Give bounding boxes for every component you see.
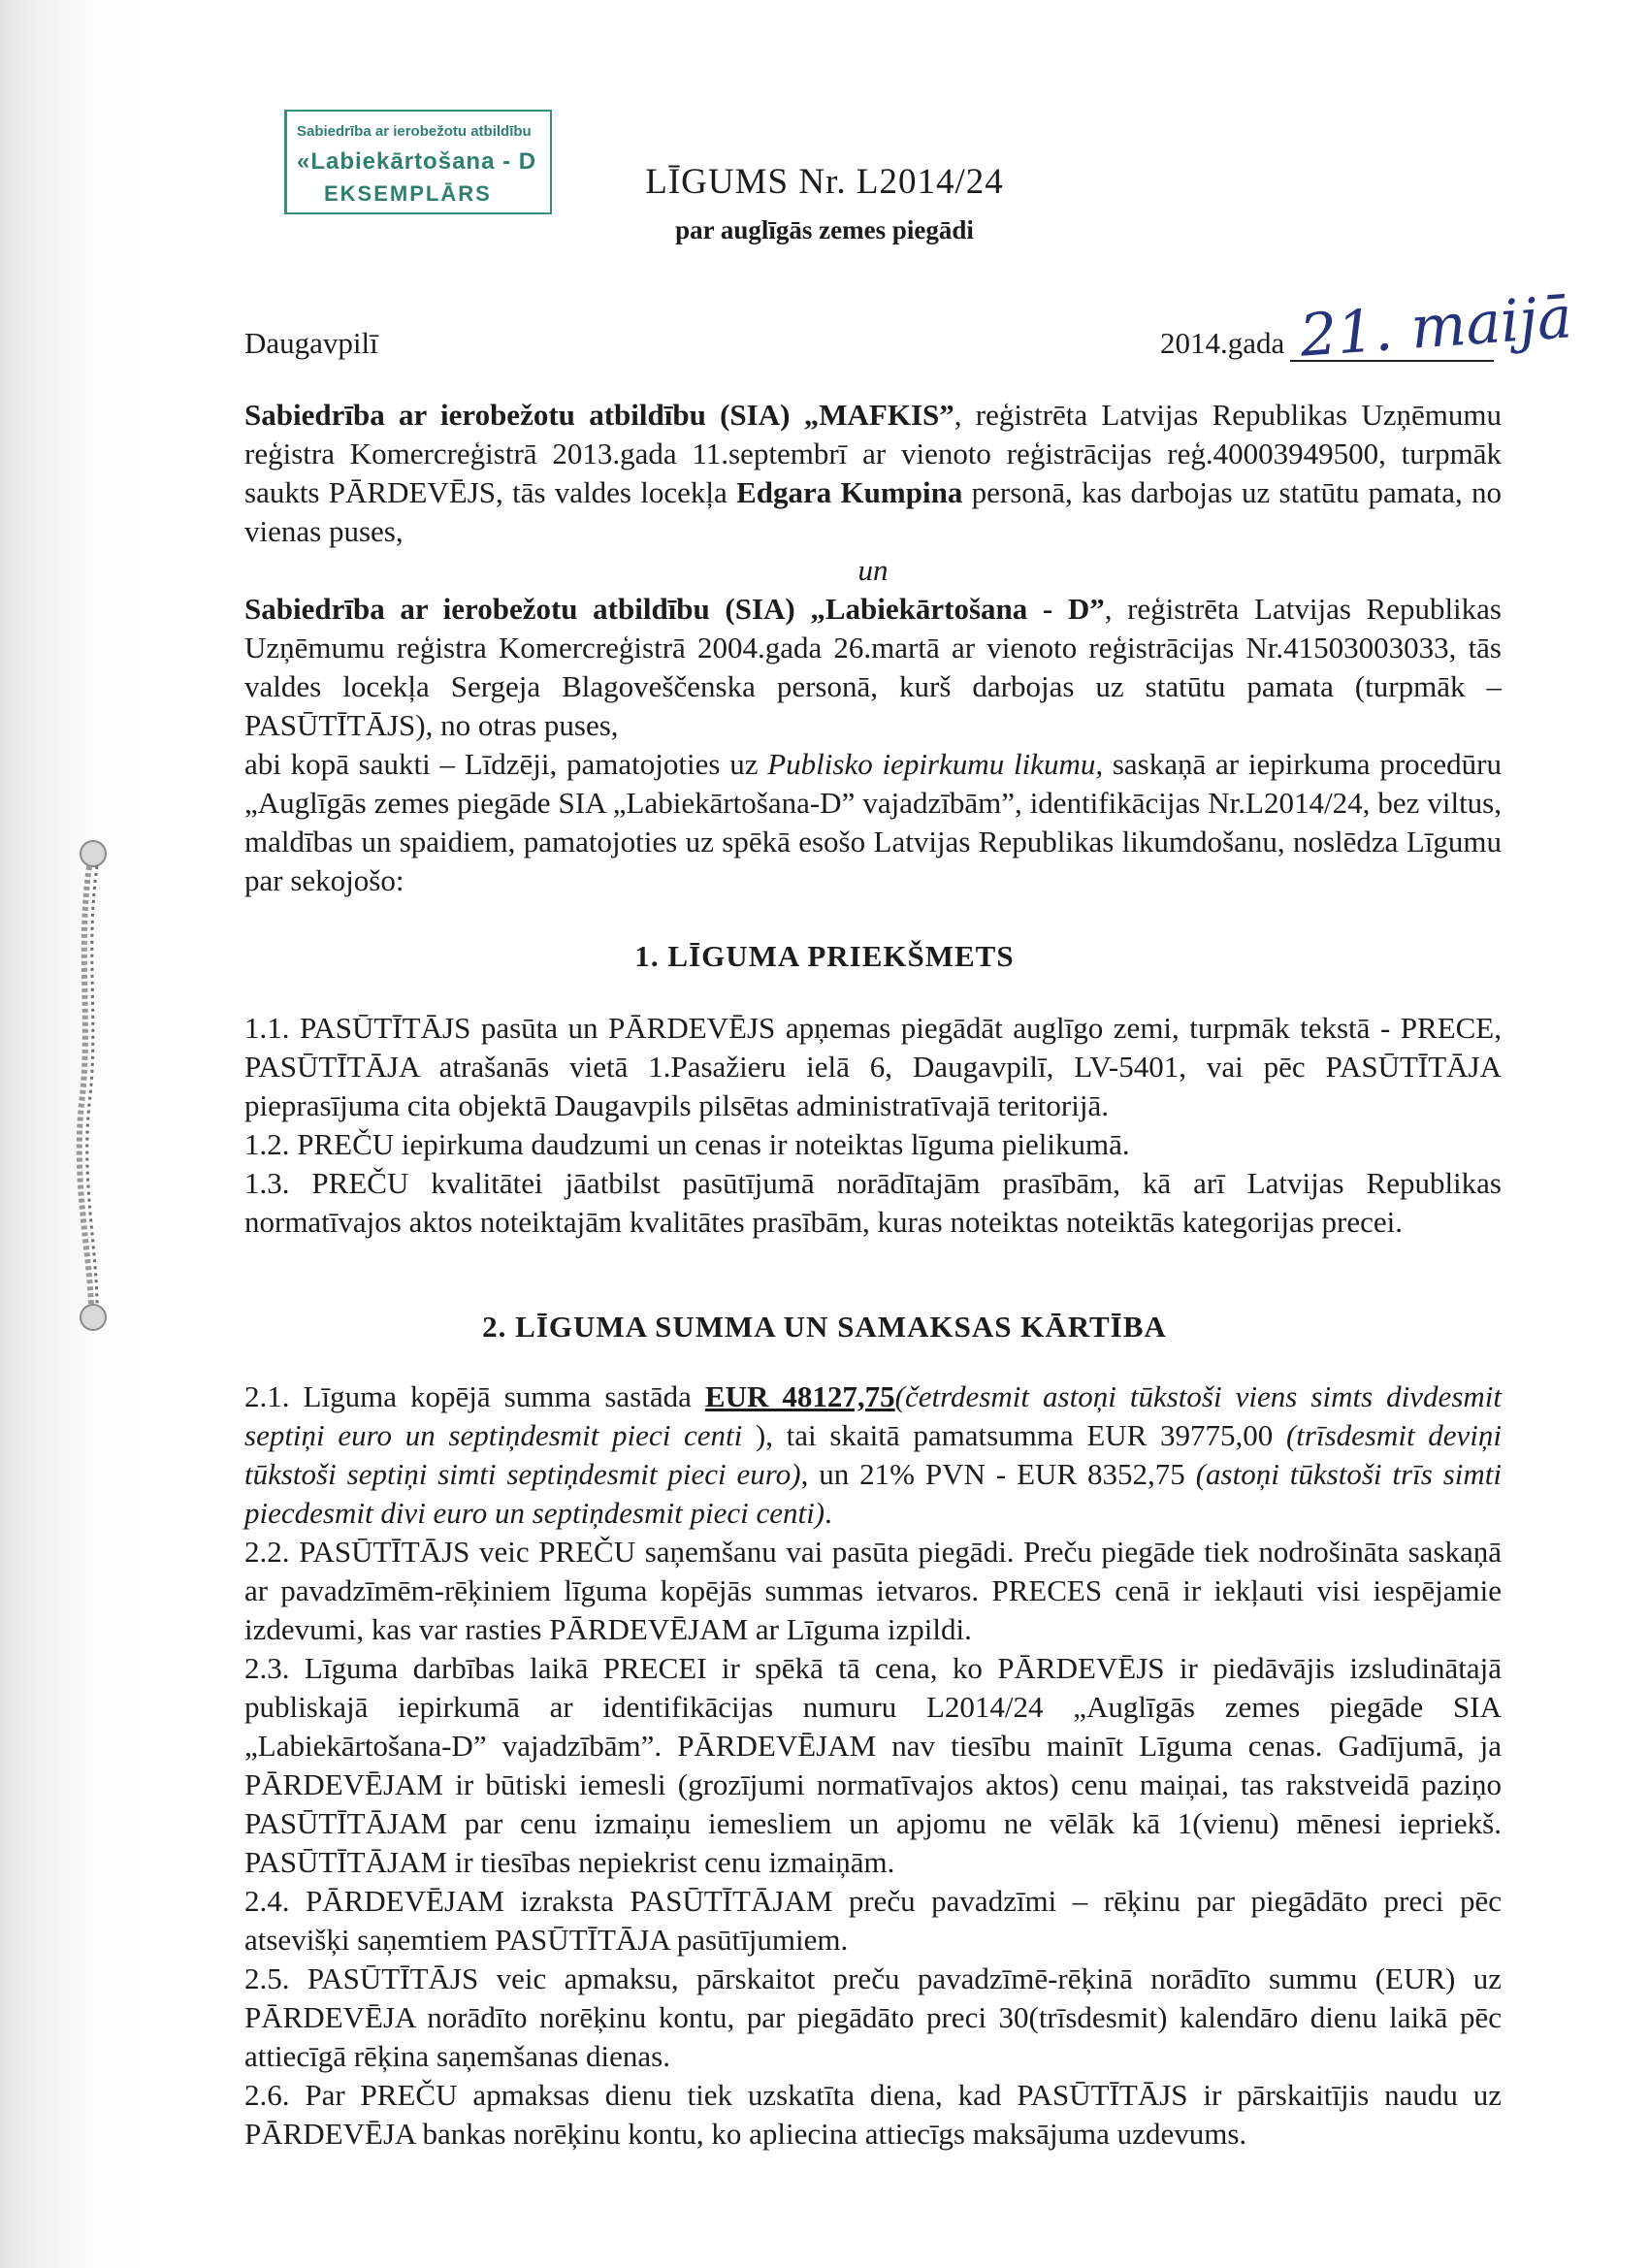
- together-law: Publisko iepirkumu likumu,: [767, 747, 1104, 781]
- party-1-text-b: personā, kas darbojas uz statūtu pamata, no vienas puses,: [244, 475, 1503, 548]
- contract-place: Daugavpilī: [244, 326, 378, 360]
- together-text-b: saskaņā ar iepirkuma procedūru „Auglīgās zemes piegāde SIA „Labiekārtošana-D” vajadzībām”, identifikācijas Nr.L2014/24, bez viltus, maldības un spaidiem, pamatojoties uz spēkā esošo Latvijas Republikas likumdošanu, noslēdza Līgumu par sekojošo:: [244, 747, 1502, 897]
- section-1-body: [244, 1009, 1502, 1242]
- clause-2-2: 2.2. PASŪTĪTĀJS veic PREČU saņemšanu vai pasūta piegādi. Preču piegāde tiek nodrošināta saskaņā ar pavadzīmēm-rēķiniem līguma kopējās summas ietvaros. PRECES cenā ir iekļauti visi iespējamie izdevumi, kas var rasties PĀRDEVĒJAM ar Līguma izpildi.: [244, 1535, 1502, 1646]
- together-paragraph: [244, 745, 1502, 900]
- clause-2-6: 2.6. Par PREČU apmaksas dienu tiek uzskatīta diena, kad PASŪTĪTĀJS ir pārskaitījis naudu uz PĀRDEVĒJA bankas norēķinu kontu, ko apliecina attiecīgs maksājuma uzdevums.: [244, 2078, 1502, 2151]
- total-in-words: (četrdesmit astoņi tūkstoši viens simts divdesmit septiņi euro un septiņdesmit pieci centi: [244, 1379, 1502, 1452]
- contract-date-prefix: 2014.gada: [1160, 326, 1285, 360]
- party-2-name: Sabiedrība ar ierobežotu atbildību (SIA) „Labiekārtošana - D”: [244, 592, 1105, 626]
- parties-block: [244, 396, 1502, 900]
- clause-2-1: [244, 1377, 1502, 1533]
- clause-2-5: 2.5. PASŪTĪTĀJS veic apmaksu, pārskaitot preču pavadzīmē-rēķinā norādīto summu (EUR) uz PĀRDEVĒJA norādīto norēķinu kontu, par piegādāto preci 30(trīsdesmit) kalendāro dienu laikā pēc attiecīgā rēķina saņemšanas dienas.: [244, 1961, 1502, 2073]
- section-2-body: [244, 1377, 1502, 2154]
- clause-2-1-text-a: 2.1. Līguma kopējā summa sastāda: [244, 1379, 705, 1413]
- clause-2-3: 2.3. Līguma darbības laikā PRECEI ir spēkā tā cena, ko PĀRDEVĒJS ir piedāvājis izsludinātajā publiskajā iepirkumā ar identifikācijas numuru L2014/24 „Auglīgās zemes piegāde SIA „Labiekārtošana-D” vajadzībām”. PĀRDEVĒJAM nav tiesību mainīt Līguma cenas. Gadījumā, ja PĀRDEVĒJAM ir būtiski iemesli (grozījumi normatīvajos aktos) cenu maiņai, tas rakstveidā paziņo PASŪTĪTĀJAM par cenu izmaiņu iemesliem un apjomu ne vēlāk kā 1(vienu) mēnesi iepriekš. PASŪTĪTĀJAM ir tiesības nepiekrist cenu izmaiņām.: [244, 1651, 1502, 1879]
- party-1-person: Edgara Kumpina: [736, 475, 963, 509]
- party-1-paragraph: [244, 396, 1502, 551]
- base-in-words: (trīsdesmit deviņi tūkstoši septiņi simti septiņdesmit pieci euro): [244, 1418, 1502, 1491]
- clause-2-1-text-b: ), tai skaitā pamatsumma EUR 39775,00: [742, 1418, 1286, 1452]
- handwritten-date: 21. maijā: [1297, 283, 1574, 371]
- stamp-line-1: Sabiedrība ar ierobežotu atbildību: [297, 123, 532, 140]
- clause-2-1-text-d: .: [824, 1496, 832, 1530]
- vat-in-words: (astoņi tūkstoši trīs simti piecdesmit divi euro un septiņdesmit pieci centi): [244, 1457, 1503, 1530]
- clause-1-3: 1.3. PREČU kvalitātei jāatbilst pasūtījumā norādītajām prasībām, kā arī Latvijas Republikas normatīvajos aktos noteiktajām kvalitātes prasībām, kuras noteiktas noteiktās kategorijas precei.: [244, 1166, 1502, 1239]
- together-text-a: abi kopā saukti – Līdzēji, pamatojoties uz: [244, 747, 768, 781]
- contract-title: LĪGUMS Nr. L2014/24: [645, 162, 1004, 202]
- and-separator: un: [857, 553, 889, 587]
- party-1-name: Sabiedrība ar ierobežotu atbildību (SIA) „MAFKIS”: [244, 398, 954, 432]
- section-1-heading: 1. LĪGUMA PRIEKŠMETS: [634, 939, 1015, 973]
- clause-2-1-text-c: , un 21% PVN - EUR 8352,75: [800, 1457, 1196, 1491]
- stamp-line-3: EKSEMPLĀRS: [324, 181, 492, 206]
- contract-subtitle: par auglīgās zemes piegādi: [675, 215, 974, 244]
- party-2-text: , reģistrēta Latvijas Republikas Uzņēmumu reģistra Komercreģistrā 2004.gada 26.martā ar vienoto reģistrācijas Nr.41503003033, tās valdes locekļa Sergeja Blagoveščenska personā, kurš darbojas uz statūtu pamata (turpmāk – PASŪTĪTĀJS), no otras puses,: [244, 592, 1502, 742]
- clause-2-4: 2.4. PĀRDEVĒJAM izraksta PASŪTĪTĀJAM preču pavadzīmi – rēķinu par piegādāto preci pēc atsevišķi saņemtiem PASŪTĪTĀJA pasūtījumiem.: [244, 1884, 1502, 1957]
- clause-1-2: 1.2. PREČU iepirkuma daudzumi un cenas ir noteiktas līguma pielikumā.: [244, 1127, 1130, 1161]
- clause-1-1: 1.1. PASŪTĪTĀJS pasūta un PĀRDEVĒJS apņemas piegādāt auglīgo zemi, turpmāk tekstā - PRECE, PASŪTĪTĀJA atrašanās vietā 1.Pasažieru ielā 6, Daugavpilī, LV-5401, vai pēc PASŪTĪTĀJA pieprasījuma cita objektā Daugavpils pilsētas administratīvajā teritorijā.: [244, 1011, 1502, 1122]
- contract-total-amount: EUR 48127,75: [704, 1379, 895, 1413]
- stamp-line-2: «Labiekārtošana - D: [297, 148, 537, 175]
- party-1-text-a: , reģistrēta Latvijas Republikas Uzņēmumu reģistra Komercreģistrā 2013.gada 11.septembrī ar vienoto reģistrācijas reģ.40003949500, turpmāk saukts PĀRDEVĒJS, tās valdes locekļa: [244, 398, 1502, 509]
- section-2-heading: 2. LĪGUMA SUMMA UN SAMAKSAS KĀRTĪBA: [482, 1310, 1167, 1344]
- binding-string: [70, 832, 107, 1346]
- party-2-paragraph: [244, 590, 1502, 745]
